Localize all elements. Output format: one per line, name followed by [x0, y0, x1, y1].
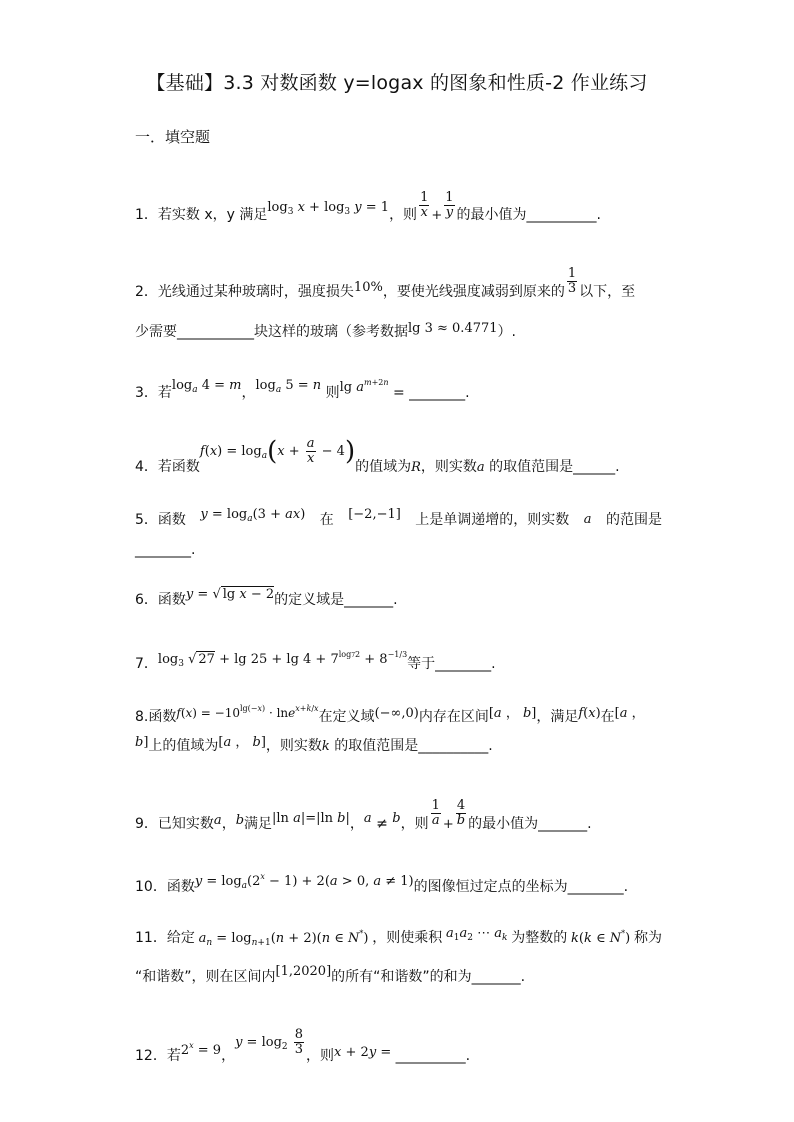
- q4-function: $f(x) = \log_a(x$ + $\frac{a}{x}$ − 4): [199, 436, 356, 467]
- q2-frac-third: $\frac{1}{3}$: [567, 265, 577, 296]
- q8-interval: [a ， b]: [488, 706, 537, 721]
- question-12: 12．若$2^x = 9$，$y = \log_2$ $\frac{8}{3}$ ，则x + 2y = __________.: [135, 1027, 471, 1064]
- q4-var-a: a: [476, 460, 485, 475]
- question-5-cont: ________.: [135, 542, 196, 558]
- question-10: 10．函数$y = \log_a(2^x - 1) + 2(a > 0$, a ≠ 1)的图像恒过定点的坐标为________.: [135, 872, 629, 895]
- question-8: 8.函数$f(x) = -10^{lg(-x)} \cdot \ln e^{x+k/x}$在定义域(−∞,0)内存在区间[a ， b]，满足f(x)在[a ，: [135, 704, 645, 725]
- page-title: 【基础】3.3 对数函数 y=logax 的图象和性质-2 作业练习: [146, 72, 648, 94]
- question-2: 2．光线通过某种玻璃时，强度损失10%，要使光线强度减弱到原来的 $\frac{1}{3}$ 以下，至: [135, 265, 636, 300]
- q6-function: y = √ lg x − 2: [185, 587, 275, 602]
- section-heading: 一．填空题: [135, 128, 211, 146]
- question-9: 9．已知实数a，b满足|ln a|=|ln b|，a ≠ b，则 $\frac{1}{a}$ + $\frac{4}{b}$ 的最小值为_______.: [135, 797, 592, 832]
- question-11-cont: “和谐数”，则在区间内[1,2020]的所有“和谐数”的和为_______.: [135, 964, 526, 985]
- q9-frac-b: $\frac{4}{b}$: [456, 797, 466, 828]
- question-6: 6．函数y = √ lg x − 2的定义域是_______.: [135, 587, 398, 608]
- question-1: 1．若实数 x，y 满足$\log_3 x + \log_3 y = 1$，则 $\frac{1}{x}$ + $\frac{1}{y}$ 的最小值为__________.: [135, 189, 601, 223]
- q12-eq2: $y = \log_2$ $\frac{8}{3}$: [235, 1027, 304, 1057]
- q2-percent: 10%: [353, 280, 383, 295]
- q11-range: [1,2020]: [275, 964, 332, 979]
- question-2-cont: 少需要___________块这样的玻璃（参考数据lg 3 ≈ 0.4771）.: [135, 321, 516, 340]
- question-3: 3．若$\log_a 4 = m$，$\log_a 5 = n$ 则$\lg a^{m+2n}$ = ________.: [135, 378, 470, 401]
- question-4: 4．若函数$f(x) = \log_a(x$ + $\frac{a}{x}$ − 4)的值域为R，则实数a 的取值范围是______.: [135, 436, 620, 475]
- question-8-cont: b]上的值域为[a ， b]，则实数k 的取值范围是__________.: [135, 735, 493, 754]
- q12-eq1: $2^x = 9$: [180, 1041, 222, 1058]
- q5-interval: [−2,−1]: [348, 507, 401, 522]
- q5-function: $y = \log_a(3 + ax)$: [200, 507, 306, 524]
- q3-expr: $\lg a^{m+2n}$: [339, 378, 389, 395]
- q2-reference: lg 3 ≈ 0.4771: [408, 321, 498, 336]
- q11-product: $a_1a_2$ ⋯ $a_k$: [445, 926, 508, 943]
- q3-eq1: $\log_a 4 = m$: [171, 378, 242, 395]
- question-7: 7．$\log_3$ √ $27 + \lg 25 + \lg 4 + 7^{log72} + 8^{-1/3}$等于________.: [135, 650, 496, 672]
- q1-frac-y: $\frac{1}{y}$: [445, 189, 454, 220]
- q9-frac-a: $\frac{1}{a}$: [431, 797, 440, 828]
- q8-function: $f(x) = -10^{lg(-x)} \cdot \ln e^{x+k/x}$: [176, 704, 319, 720]
- question-11: 11．给定 $a_n = \log_{n+1}(n + 2)(n$ ∈ N*) ，则使乘积 $a_1a_2$ ⋯ $a_k$ 为整数的 k(k ∈ N*) 称为: [135, 928, 662, 957]
- q8-domain: (−∞,0): [374, 706, 419, 721]
- question-5: 5．函数 $y = \log_a(3 + ax)$ 在 [−2,−1] 上是单调递增的，则实数 a 的范围是: [135, 507, 662, 528]
- q1-condition: $\log_3 x + \log_3 y = 1$: [267, 200, 390, 217]
- q9-condition: |ln a|=|ln b|: [272, 811, 350, 826]
- q11-sequence: $a_n = \log_{n+1}(n + 2)(n$ ∈ N*): [198, 929, 369, 948]
- q10-function: $y = \log_a(2^x - 1) + 2(a > 0$, a ≠ 1): [194, 872, 414, 891]
- q1-frac-x: $\frac{1}{x}$: [420, 189, 429, 220]
- q7-expression: $\log_3$ √ $27 + \lg 25 + \lg 4 + 7^{log72} + 8^{-1/3}$: [157, 650, 408, 669]
- q3-eq2: $\log_a 5 = n$: [255, 378, 322, 395]
